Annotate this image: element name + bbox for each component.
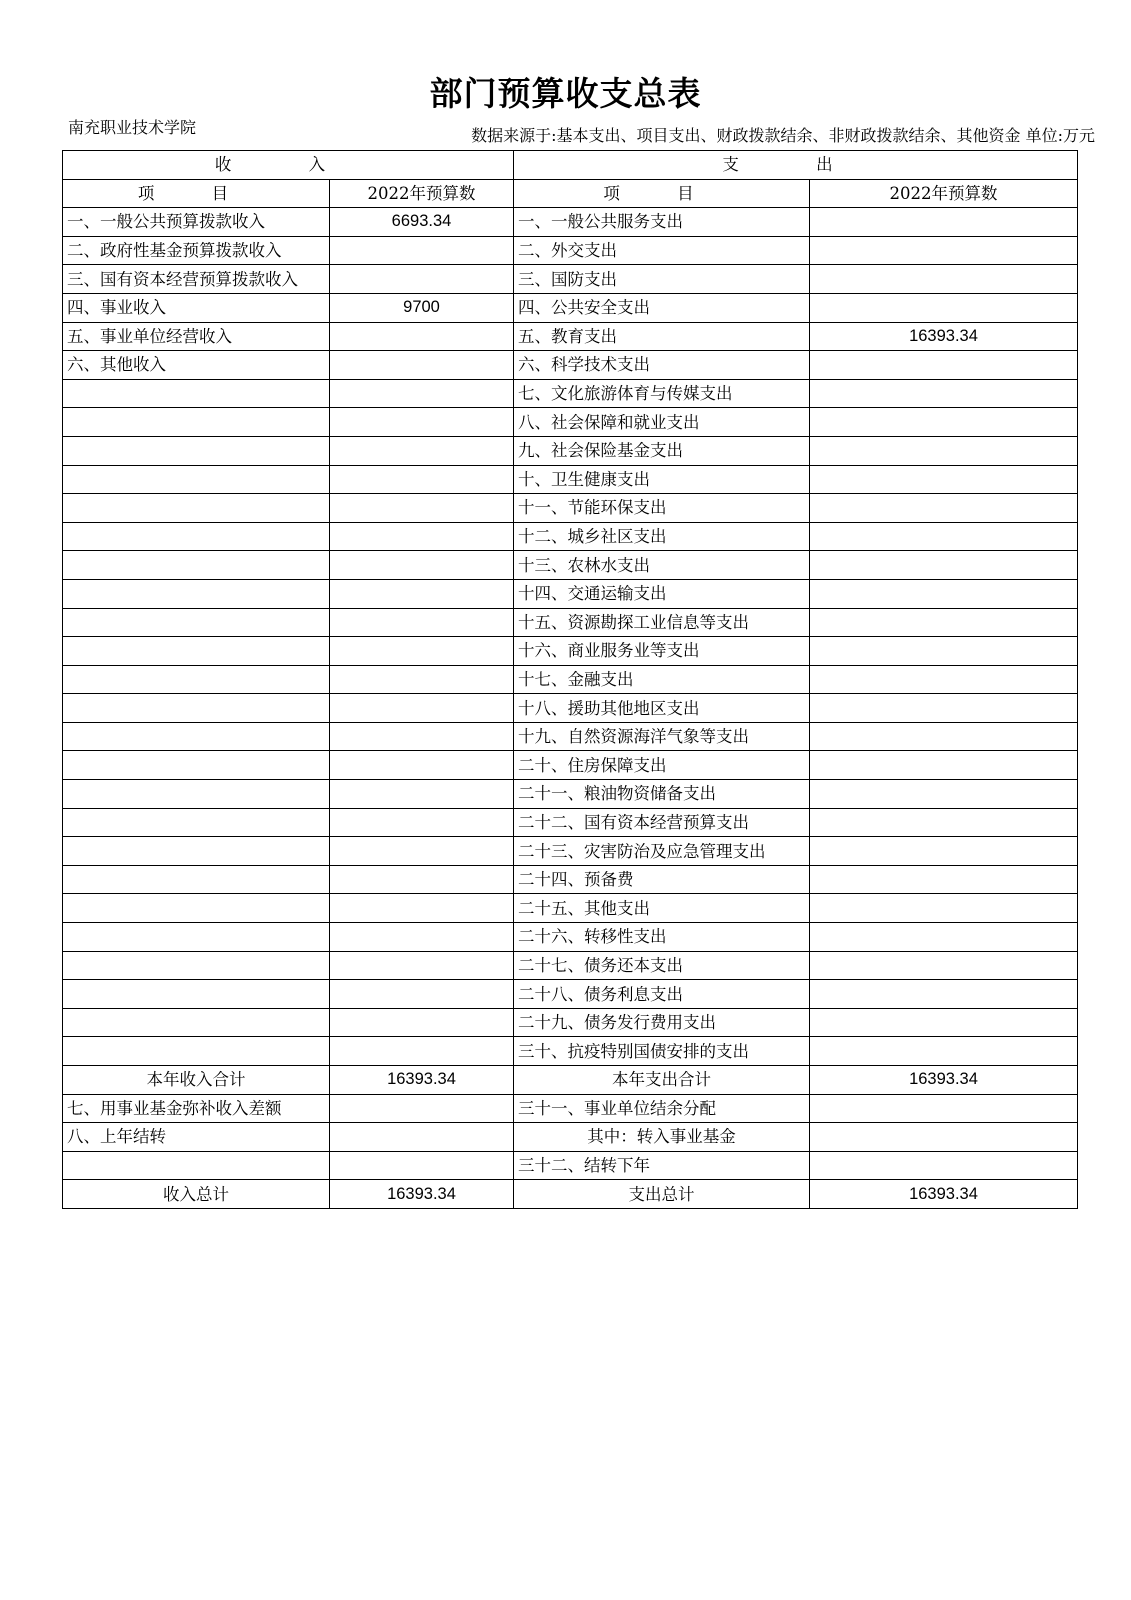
- income-value-cell: [330, 694, 514, 723]
- table-row: [63, 837, 1078, 866]
- expense-item-header: 项 目: [514, 179, 810, 208]
- income-value-cell: [330, 236, 514, 265]
- income-value-cell: [330, 1008, 514, 1037]
- expense-item-cell: 十、卫生健康支出: [514, 465, 810, 494]
- income-value-cell: [330, 522, 514, 551]
- table-row: [63, 894, 1078, 923]
- expense-value-cell: [810, 236, 1078, 265]
- table-row: [63, 1123, 1078, 1152]
- expense-value-cell: [810, 751, 1078, 780]
- table-row: [63, 522, 1078, 551]
- expense-value-cell: [810, 1123, 1078, 1152]
- income-item-cell: [63, 865, 330, 894]
- table-row: [63, 722, 1078, 751]
- table-row: [63, 694, 1078, 723]
- income-value-cell: [330, 608, 514, 637]
- expense-value-cell: [810, 1037, 1078, 1066]
- table-row: [63, 923, 1078, 952]
- expense-item-cell: 八、社会保障和就业支出: [514, 408, 810, 437]
- expense-value-cell: [810, 293, 1078, 322]
- expense-item-cell: 二十八、债务利息支出: [514, 980, 810, 1009]
- expense-item-cell: 十六、商业服务业等支出: [514, 637, 810, 666]
- income-item-cell: [63, 522, 330, 551]
- income-value-cell: [330, 1123, 514, 1152]
- income-value-cell: [330, 1094, 514, 1123]
- expense-value-cell: [810, 1008, 1078, 1037]
- income-value-cell: [330, 351, 514, 380]
- income-item-cell: 七、用事业基金弥补收入差额: [63, 1094, 330, 1123]
- expense-item-cell: 二十七、债务还本支出: [514, 951, 810, 980]
- expense-item-cell: 二十二、国有资本经营预算支出: [514, 808, 810, 837]
- expense-value-cell: [810, 608, 1078, 637]
- income-value-cell: 6693.34: [330, 208, 514, 237]
- expense-value-cell: [810, 665, 1078, 694]
- income-item-cell: [63, 579, 330, 608]
- table-row: [63, 265, 1078, 294]
- income-item-cell: 一、一般公共预算拨款收入: [63, 208, 330, 237]
- table-row: [63, 865, 1078, 894]
- expense-item-cell: 三十、抗疫特别国债安排的支出: [514, 1037, 810, 1066]
- table-row: [63, 236, 1078, 265]
- income-value-cell: [330, 465, 514, 494]
- income-budget-header: 2022年预算数: [330, 179, 514, 208]
- income-item-cell: [63, 1151, 330, 1180]
- expense-item-cell: 十五、资源勘探工业信息等支出: [514, 608, 810, 637]
- income-item-cell: [63, 637, 330, 666]
- income-item-cell: [63, 751, 330, 780]
- expense-item-cell: 五、教育支出: [514, 322, 810, 351]
- expense-value-cell: [810, 379, 1078, 408]
- income-item-cell: 三、国有资本经营预算拨款收入: [63, 265, 330, 294]
- table-row: [63, 579, 1078, 608]
- income-value-cell: [330, 1151, 514, 1180]
- income-item-cell: [63, 837, 330, 866]
- income-item-cell: 本年收入合计: [63, 1066, 330, 1095]
- expense-value-cell: [810, 1151, 1078, 1180]
- expense-item-cell: 本年支出合计: [514, 1066, 810, 1095]
- table-row: [63, 780, 1078, 809]
- expense-value-cell: [810, 894, 1078, 923]
- table-row: [63, 1008, 1078, 1037]
- income-item-cell: 六、其他收入: [63, 351, 330, 380]
- income-item-cell: [63, 722, 330, 751]
- income-item-cell: [63, 408, 330, 437]
- expense-value-cell: [810, 436, 1078, 465]
- expense-budget-header: 2022年预算数: [810, 179, 1078, 208]
- expense-item-cell: 支出总计: [514, 1180, 810, 1209]
- income-value-cell: [330, 322, 514, 351]
- table-row: [63, 1151, 1078, 1180]
- expense-item-cell: 二十、住房保障支出: [514, 751, 810, 780]
- expense-item-cell: 二、外交支出: [514, 236, 810, 265]
- income-value-cell: 16393.34: [330, 1066, 514, 1095]
- income-item-cell: [63, 1037, 330, 1066]
- income-item-cell: [63, 780, 330, 809]
- table-row: [63, 208, 1078, 237]
- table-row: [63, 351, 1078, 380]
- income-item-cell: [63, 1008, 330, 1037]
- expense-value-cell: [810, 494, 1078, 523]
- table-row: [63, 751, 1078, 780]
- expense-value-cell: [810, 980, 1078, 1009]
- expense-item-cell: 二十九、债务发行费用支出: [514, 1008, 810, 1037]
- table-row: [63, 293, 1078, 322]
- table-row: [63, 980, 1078, 1009]
- table-row: [63, 465, 1078, 494]
- expense-item-cell: 二十四、预备费: [514, 865, 810, 894]
- expense-item-cell: 三、国防支出: [514, 265, 810, 294]
- table-row: [63, 379, 1078, 408]
- table-row: [63, 1094, 1078, 1123]
- expense-value-cell: [810, 808, 1078, 837]
- expense-item-cell: 十四、交通运输支出: [514, 579, 810, 608]
- income-value-cell: [330, 551, 514, 580]
- expense-value-cell: [810, 694, 1078, 723]
- income-value-cell: [330, 1037, 514, 1066]
- income-section-header: 收 入: [63, 151, 514, 180]
- expense-value-cell: [810, 637, 1078, 666]
- expense-value-cell: 16393.34: [810, 322, 1078, 351]
- table-row: [63, 1037, 1078, 1066]
- table-row: [63, 551, 1078, 580]
- income-item-cell: 四、事业收入: [63, 293, 330, 322]
- expense-item-cell: 二十五、其他支出: [514, 894, 810, 923]
- budget-table: [62, 150, 1078, 1209]
- income-item-cell: [63, 808, 330, 837]
- expense-value-cell: 16393.34: [810, 1180, 1078, 1209]
- income-value-cell: [330, 837, 514, 866]
- income-value-cell: [330, 894, 514, 923]
- income-value-cell: [330, 808, 514, 837]
- income-value-cell: 9700: [330, 293, 514, 322]
- table-row: [63, 665, 1078, 694]
- income-value-cell: [330, 665, 514, 694]
- table-row: [63, 808, 1078, 837]
- income-item-cell: [63, 951, 330, 980]
- income-value-cell: [330, 265, 514, 294]
- expense-item-cell: 十七、金融支出: [514, 665, 810, 694]
- income-item-cell: [63, 608, 330, 637]
- expense-item-cell: 十三、农林水支出: [514, 551, 810, 580]
- expense-value-cell: [810, 551, 1078, 580]
- expense-value-cell: [810, 1094, 1078, 1123]
- expense-item-cell: 十二、城乡社区支出: [514, 522, 810, 551]
- expense-item-cell: 一、一般公共服务支出: [514, 208, 810, 237]
- expense-value-cell: 16393.34: [810, 1066, 1078, 1095]
- income-item-cell: [63, 436, 330, 465]
- expense-item-cell: 三十二、结转下年: [514, 1151, 810, 1180]
- table-row: [63, 637, 1078, 666]
- expense-item-cell: 六、科学技术支出: [514, 351, 810, 380]
- income-value-cell: [330, 494, 514, 523]
- income-value-cell: [330, 379, 514, 408]
- income-item-cell: [63, 894, 330, 923]
- income-value-cell: [330, 722, 514, 751]
- expense-value-cell: [810, 951, 1078, 980]
- income-item-cell: [63, 494, 330, 523]
- income-item-cell: [63, 980, 330, 1009]
- organization-name: 南充职业技术学院: [68, 118, 197, 137]
- column-header-row: [63, 179, 1078, 208]
- income-item-cell: [63, 923, 330, 952]
- expense-item-cell: 十九、自然资源海洋气象等支出: [514, 722, 810, 751]
- table-row: [63, 322, 1078, 351]
- expense-value-cell: [810, 408, 1078, 437]
- income-item-cell: [63, 665, 330, 694]
- income-value-cell: [330, 751, 514, 780]
- expense-value-cell: [810, 265, 1078, 294]
- income-value-cell: [330, 923, 514, 952]
- income-value-cell: [330, 780, 514, 809]
- income-item-cell: 八、上年结转: [63, 1123, 330, 1152]
- expense-value-cell: [810, 722, 1078, 751]
- income-value-cell: [330, 980, 514, 1009]
- expense-value-cell: [810, 208, 1078, 237]
- expense-item-cell: 二十一、粮油物资储备支出: [514, 780, 810, 809]
- table-row: [63, 436, 1078, 465]
- expense-value-cell: [810, 923, 1078, 952]
- income-item-cell: 二、政府性基金预算拨款收入: [63, 236, 330, 265]
- income-value-cell: [330, 637, 514, 666]
- expense-item-cell: 七、文化旅游体育与传媒支出: [514, 379, 810, 408]
- expense-value-cell: [810, 522, 1078, 551]
- expense-item-cell: 十八、援助其他地区支出: [514, 694, 810, 723]
- section-header-row: [63, 151, 1078, 180]
- income-value-cell: [330, 408, 514, 437]
- table-row: [63, 608, 1078, 637]
- income-item-cell: 五、事业单位经营收入: [63, 322, 330, 351]
- expense-item-cell: 十一、节能环保支出: [514, 494, 810, 523]
- expense-section-header: 支 出: [514, 151, 1078, 180]
- expense-item-cell: 二十三、灾害防治及应急管理支出: [514, 837, 810, 866]
- page-title: 部门预算收支总表: [429, 74, 702, 113]
- table-row: [63, 494, 1078, 523]
- expense-item-cell: 九、社会保险基金支出: [514, 436, 810, 465]
- expense-value-cell: [810, 865, 1078, 894]
- income-item-cell: [63, 694, 330, 723]
- income-item-cell: [63, 551, 330, 580]
- income-item-cell: 收入总计: [63, 1180, 330, 1209]
- income-value-cell: [330, 865, 514, 894]
- income-item-cell: [63, 379, 330, 408]
- expense-item-cell: 二十六、转移性支出: [514, 923, 810, 952]
- table-row: [63, 1180, 1078, 1209]
- expense-item-cell: 其中：转入事业基金: [514, 1123, 810, 1152]
- expense-item-cell: 三十一、事业单位结余分配: [514, 1094, 810, 1123]
- expense-value-cell: [810, 351, 1078, 380]
- expense-item-cell: 四、公共安全支出: [514, 293, 810, 322]
- income-value-cell: [330, 951, 514, 980]
- income-value-cell: [330, 579, 514, 608]
- income-item-header: 项 目: [63, 179, 330, 208]
- table-row: [63, 408, 1078, 437]
- expense-value-cell: [810, 465, 1078, 494]
- income-item-cell: [63, 465, 330, 494]
- expense-value-cell: [810, 837, 1078, 866]
- table-row: [63, 951, 1078, 980]
- table-row: [63, 1066, 1078, 1095]
- data-source-note: 数据来源于:基本支出、项目支出、财政拨款结余、非财政拨款结余、其他资金 单位:万元: [471, 126, 1095, 145]
- expense-value-cell: [810, 579, 1078, 608]
- expense-value-cell: [810, 780, 1078, 809]
- income-value-cell: [330, 436, 514, 465]
- income-value-cell: 16393.34: [330, 1180, 514, 1209]
